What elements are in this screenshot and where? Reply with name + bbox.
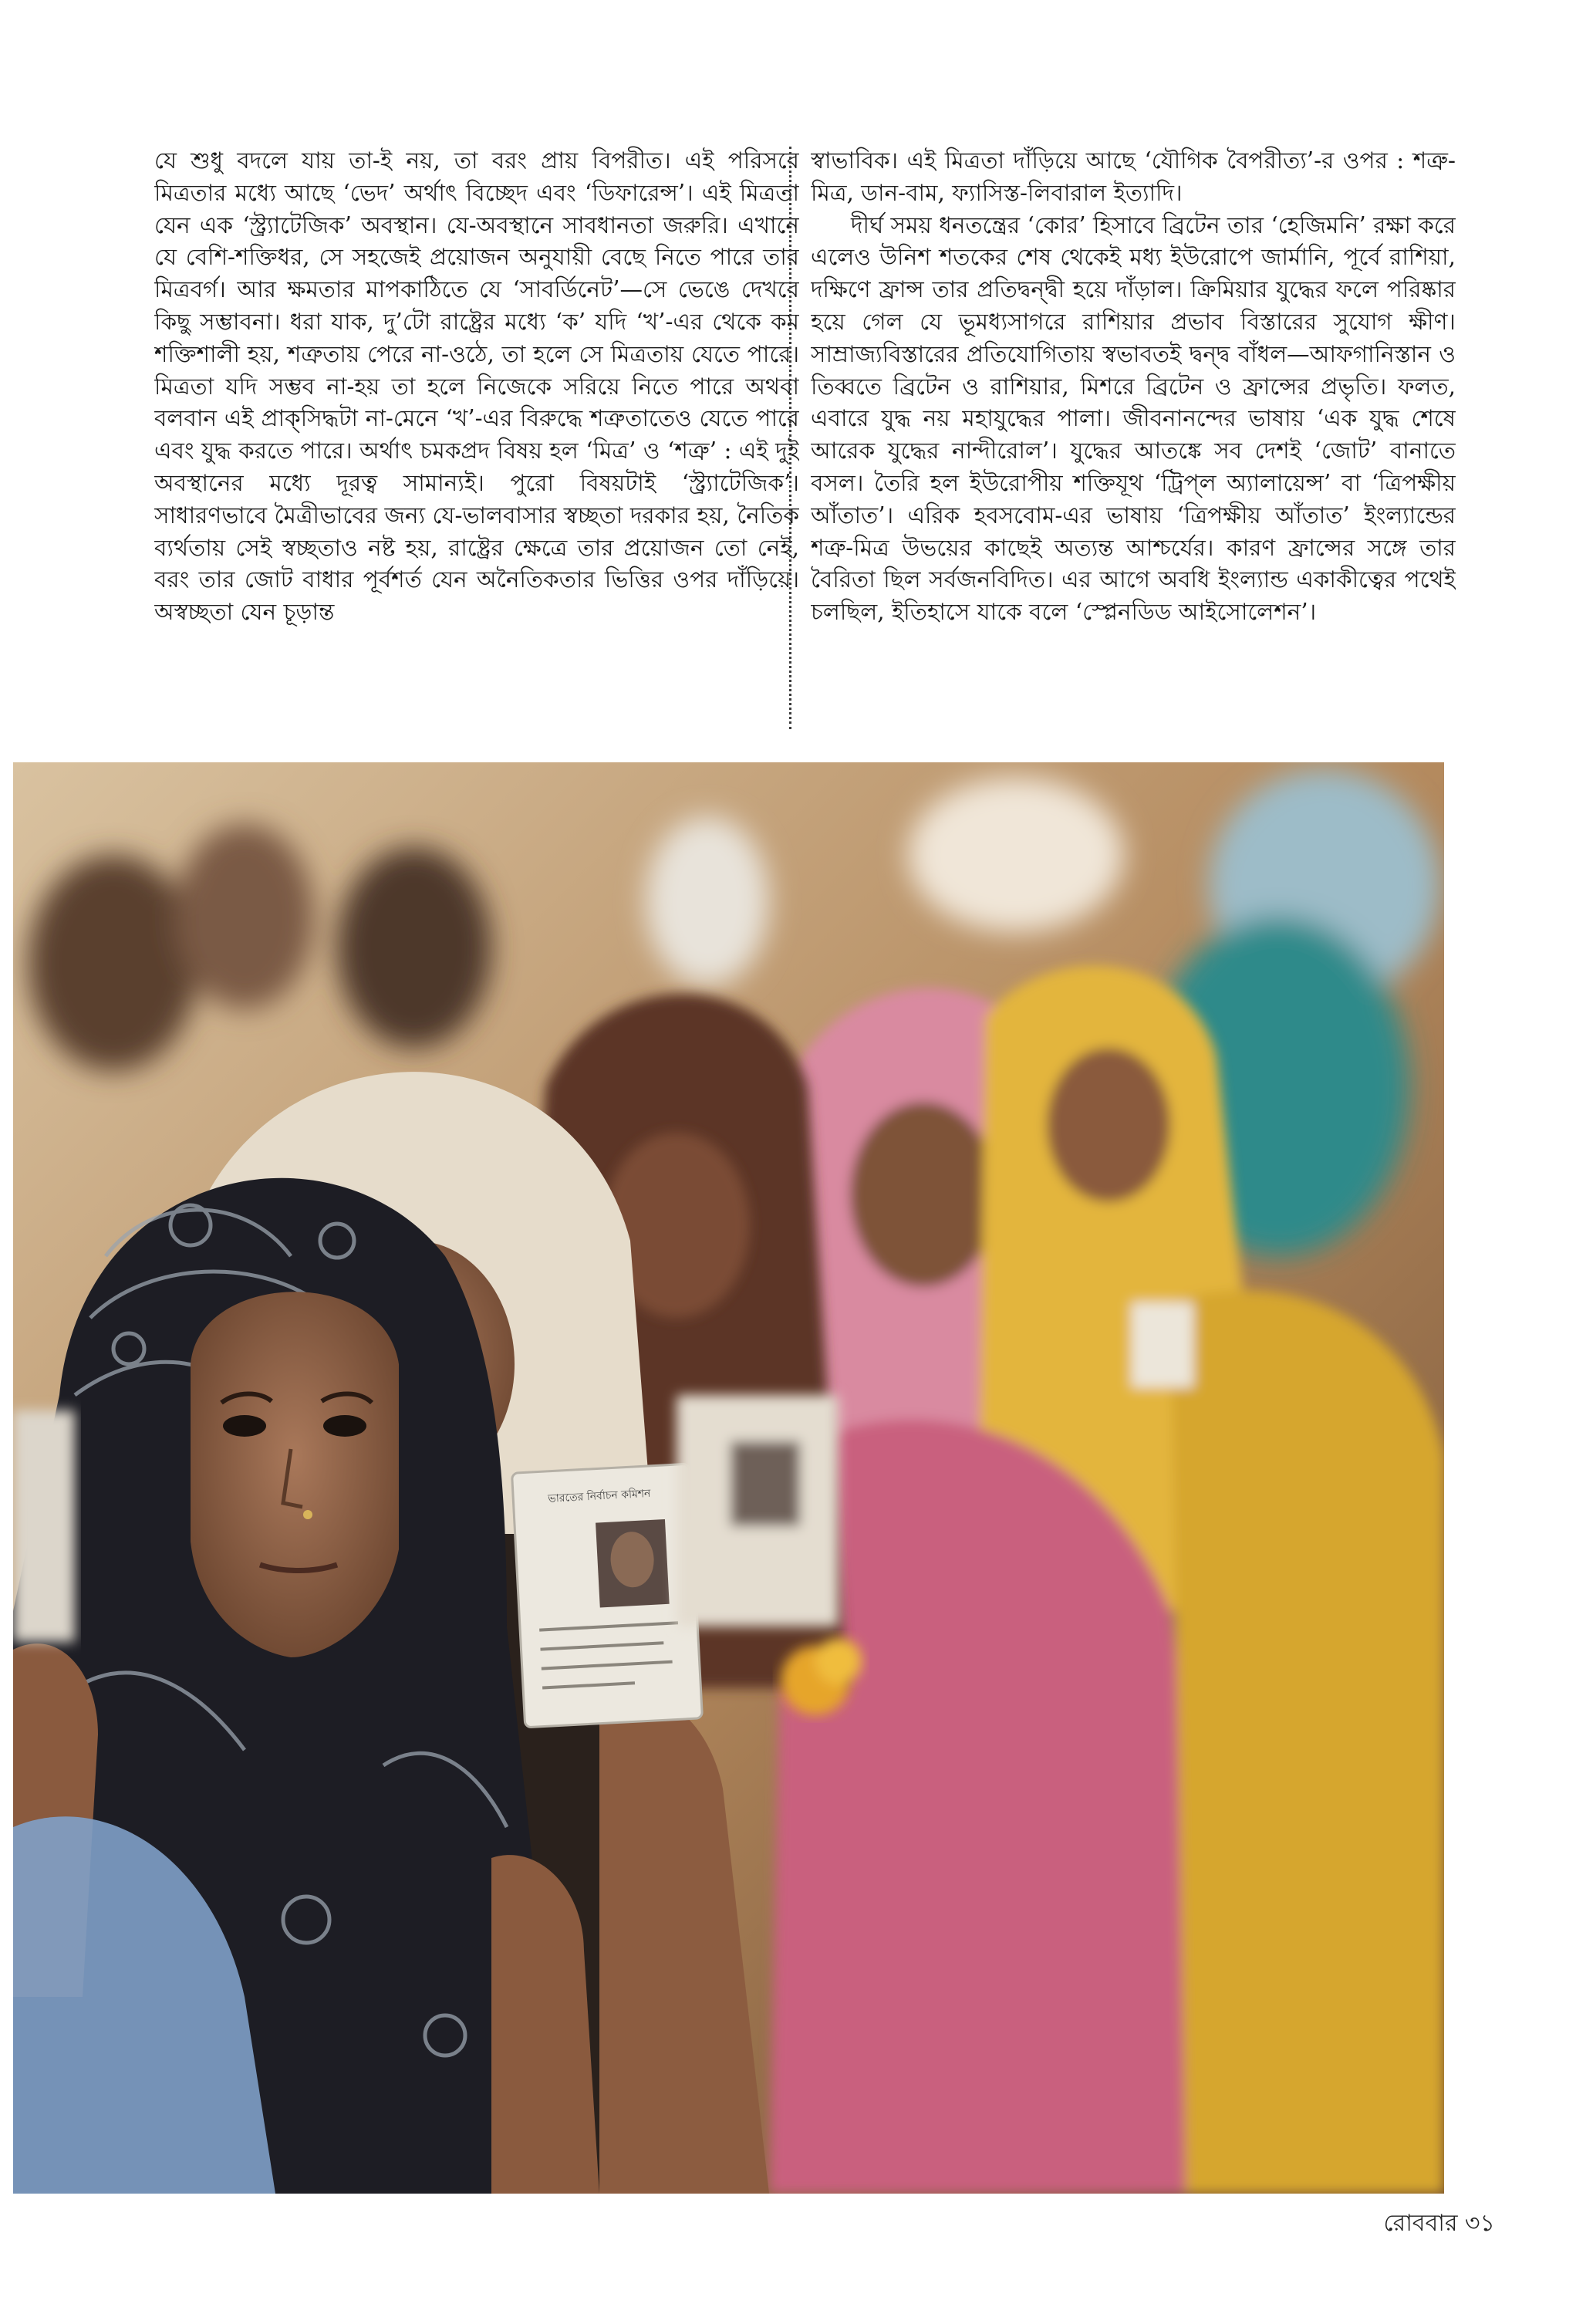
photo-illustration	[13, 762, 1444, 2194]
article-photo	[13, 762, 1444, 2194]
article-paragraph: দীর্ঘ সময় ধনতন্ত্রের ‘কোর’ হিসাবে ব্রিটেন তার ‘হেজিমনি’ রক্ষা করে এলেও উনিশ শতকের শেষ থেকেই মধ্য ইউরোপে জার্মানি, পূর্বে রাশিয়া, দক্ষিণে ফ্রান্স তার প্রতিদ্বন্দ্বী হয়ে দাঁড়াল। ক্রিমিয়ার যুদ্ধের ফলে পরিষ্কার হয়ে গেল যে ভূমধ্যসাগরে রাশিয়ার প্রভাব বিস্তারের সুযোগ ক্ষীণ। সাম্রাজ্যবিস্তারের প্রতিযোগিতায় স্বভাবতই দ্বন্দ্ব বাঁধল—আফগানিস্তান ও তিব্বতে ব্রিটেন ও রাশিয়ার, মিশরে ব্রিটেন ও ফ্রান্সের প্রভৃতি। ফলত, এবারে যুদ্ধ নয় মহাযুদ্ধের পালা। জীবনানন্দের ভাষায় ‘এক যুদ্ধ শেষে আরেক যুদ্ধের নান্দীরোল’। যুদ্ধের আতঙ্কে সব দেশই ‘জোট’ বানাতে বসল। তৈরি হল ইউরোপীয় শক্তিযূথ ‘ট্রিপ্‌ল অ্যালায়েন্স’ বা ‘ত্রিপক্ষীয় আঁতাত’। এরিক হবসবোম-এর ভাষায় ‘ত্রিপক্ষীয় আঁতাত’ ইংল্যান্ডের শত্রু-মিত্র উভয়ের কাছেই অত্যন্ত আশ্চর্যের। কারণ ফ্রান্সের সঙ্গে তার বৈরিতা ছিল সর্বজনবিদিত। এর আগে অবধি ইংল্যান্ড একাকীত্বের পথেই চলছিল, ইতিহাসে যাকে বলে ‘স্প্লেনডিড আইসোলেশন’।	[811, 211, 1456, 626]
article-column-right	[811, 145, 1456, 731]
page-folio: রোববার ৩১	[1383, 2210, 1495, 2237]
voter-id-card-front	[512, 1464, 703, 1728]
article-column-left	[154, 145, 799, 731]
article-paragraph: স্বাভাবিক। এই মিত্রতা দাঁড়িয়ে আছে ‘যৌগিক বৈপরীত্য’-র ওপর : শত্রু-মিত্র, ডান-বাম, ফ্যাসিস্ত-লিবারাল ইত্যাদি।	[811, 147, 1456, 206]
voter-id-card-left	[13, 1410, 75, 1642]
voter-id-card-second	[677, 1395, 839, 1626]
article-paragraph: যে শুধু বদলে যায় তা-ই নয়, তা বরং প্রায় বিপরীত। এই পরিসরে মিত্রতার মধ্যে আছে ‘ভেদ’ অর্থাৎ বিচ্ছেদ এবং ‘ডিফারেন্স’। এই মিত্রতা যেন এক ‘স্ট্র্যাটেজিক’ অবস্থান। যে-অবস্থানে সাবধানতা জরুরি। এখানে যে বেশি-শক্তিধর, সে সহজেই প্রয়োজন অনুযায়ী বেছে নিতে পারে তার মিত্রবর্গ। আর ক্ষমতার মাপকাঠিতে যে ‘সাবর্ডিনেট’—সে ভেঙে দেখবে কিছু সম্ভাবনা। ধরা যাক, দু’টো রাষ্ট্রের মধ্যে ‘ক’ যদি ‘খ’-এর থেকে কম শক্তিশালী হয়, শত্রুতায় পেরে না-ওঠে, তা হলে সে মিত্রতায় যেতে পারে। মিত্রতা যদি সম্ভব না-হয় তা হলে নিজেকে সরিয়ে নিতে পারে অথবা বলবান এই প্রাক্‌সিদ্ধটা না-মেনে ‘খ’-এর বিরুদ্ধে শত্রুতাতেও যেতে পারে এবং যুদ্ধ করতে পারে। অর্থাৎ চমকপ্রদ বিষয় হল ‘মিত্র’ ও ‘শত্রু’ : এই দুই অবস্থানের মধ্যে দূরত্ব সামান্যই। পুরো বিষয়টাই ‘স্ট্র্যাটেজিক’। সাধারণভাবে মৈত্রীভাবের জন্য যে-ভালবাসার স্বচ্ছতা দরকার হয়, নৈতিক ব্যর্থতায় সেই স্বচ্ছতাও নষ্ট হয়, রাষ্ট্রের ক্ষেত্রে তার প্রয়োজন তো নেই, বরং তার জোট বাধার পূর্বশর্ত যেন অনৈতিকতার ভিত্তির ওপর দাঁড়িয়ে। অস্বচ্ছতা যেন চূড়ান্ত	[154, 147, 799, 626]
front-woman-face	[191, 1292, 399, 1657]
id-card-header: ভারতের নির্বাচন কমিশন	[547, 1487, 651, 1505]
column-divider	[789, 147, 791, 729]
